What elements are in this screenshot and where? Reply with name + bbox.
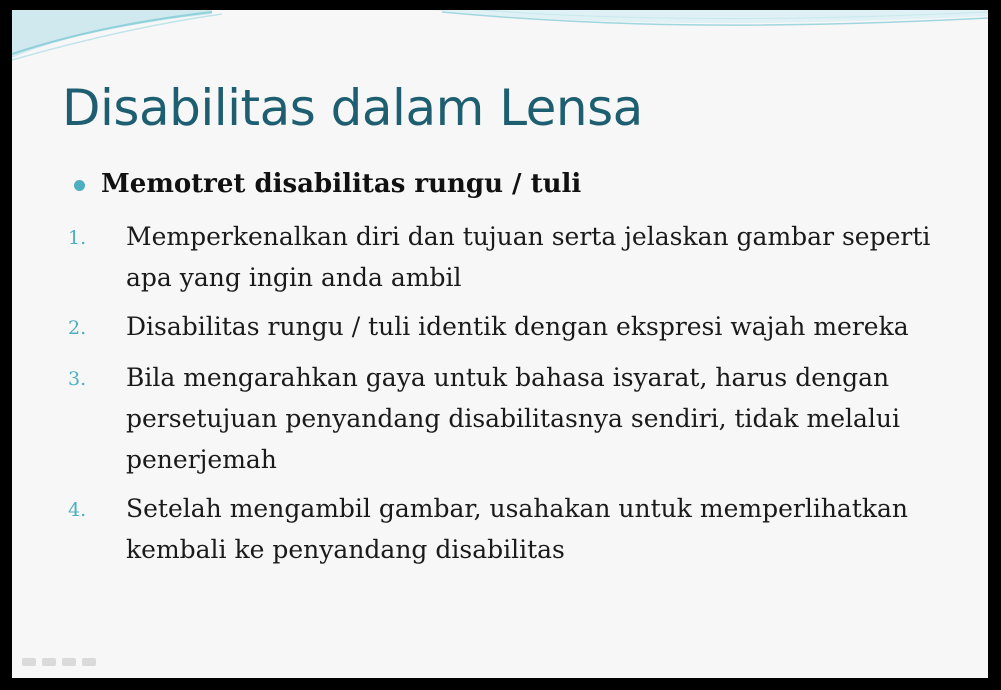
bullet-dot-icon [74,180,85,191]
list-item-text: Bila mengarahkan gaya untuk bahasa isyarat, harus dengan persetujuan penyandang disabilitasnya sendiri, tidak melalui penerjemah [126,363,900,474]
slide-title: Disabilitas dalam Lensa [62,79,643,137]
list-item-number: 1. [68,227,87,249]
numbered-list [62,216,962,578]
list-item [62,488,962,570]
previous-slide-icon[interactable] [22,658,36,666]
slide-navigation[interactable] [22,658,96,666]
bullet-heading-text: Memotret disabilitas rungu / tuli [101,169,582,199]
decorative-swoosh [12,10,988,70]
list-item [62,357,962,480]
menu-icon[interactable] [62,658,76,666]
list-item-text: Setelah mengambil gambar, usahakan untuk memperlihatkan kembali ke penyandang disabilitas [126,494,909,564]
list-item-text: Memperkenalkan diri dan tujuan serta jelaskan gambar seperti apa yang ingin anda ambil [126,222,931,292]
list-item-number: 2. [68,317,87,339]
presentation-slide [12,10,988,678]
list-item-number: 4. [68,499,87,521]
next-slide-icon[interactable] [82,658,96,666]
list-item-number: 3. [68,368,87,390]
pen-icon[interactable] [42,658,56,666]
list-item [62,306,962,349]
list-item [62,216,962,298]
list-item-text: Disabilitas rungu / tuli identik dengan ekspresi wajah mereka [126,312,909,341]
bullet-heading [74,166,581,202]
